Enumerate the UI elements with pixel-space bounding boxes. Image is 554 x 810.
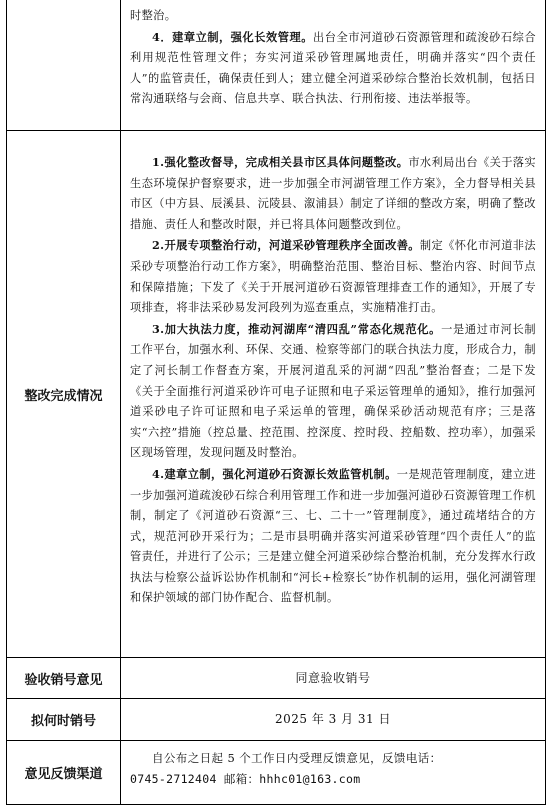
row-value: 同意验收销号 [295,670,371,685]
rectification-table [6,0,546,805]
paragraph [130,235,536,318]
row-label: 拟何时销号 [7,699,121,740]
row-label: 整改完成情况 [7,131,121,657]
paragraph [130,152,536,235]
paragraph-text: 一是通过市河长制工作平台，加强水利、环保、交通、检察等部门的联合执法力度，形成合力，制定了河长制工作督查方案，开展河道乱采的河湖“四乱”整治督查；二是下发《关于全面推行河道采砂许可电子证照和电子采运管理单的通知》，推行加强河道采砂电子许可证照和电子采运单的管理，确保采砂活动规范有序；三是落实“六控”措施（控总量、控范围、控深度、控时段、控船数、控功率），加强采区现场管理，发现问题及时整治。 [130,322,536,460]
paragraph [130,464,536,609]
paragraph-heading: 4.建章立制，强化河道砂石资源长效监管机制。 [152,466,397,481]
table-row-continuation [7,0,545,131]
paragraph-text: 一是规范管理制度，建立进一步加强河道疏浚砂石综合利用管理工作和进一步加强河道砂石资源管理工作机制，制定了《河道砂石资源“三、七、二十一”管理制度》，通过疏堵结合的方式，规范河砂开采行为；二是市县明确并落实河道采砂管理“四个责任人”的监管责任，并进行了公示；三是建立健全河道采砂综合整治机制，充分发挥水行政执法与检察公益诉讼协作机制和“河长+检察长”协作机制的运用，强化河湖管理和保护领域的部门协作配合、监督机制。 [130,467,536,605]
paragraph-heading: 2.开展专项整治行动，河道采砂管理秩序全面改善。 [152,238,420,253]
feedback-contact: 0745-2712404 邮箱：hhhc01@163.com [130,771,361,786]
row-content [121,741,545,804]
paragraph-text: 出台全市河道砂石资源管理和疏浚砂石综合利用规范性管理文件；夯实河道采砂管理属地责任，明确并落实“四个责任人”的监管责任，确保责任到人；建立健全河道采砂综合整治长效机制，包括日常沟通联络与会商、信息共享、联合执法、行刑衔接、违法举报等。 [130,30,536,106]
table-row-rectification-status [7,131,545,658]
row-value: 2025 年 3 月 31 日 [274,712,392,727]
paragraph-text: 制定《怀化市河道非法采砂专项整治行动工作方案》，明确整治范围、整治目标、整治内容、时间节点和保障措施；下发了《关于开展河道砂石资源管理排查工作的通知》，开展了专项排查，将非法采砂易发河段列为巡查重点，实施精准打击。 [130,239,536,315]
paragraph-heading: 3.加大执法力度，推动河湖库“清四乱”常态化规范化。 [152,321,442,336]
paragraph-text: 市水利局出台《关于落实生态环境保护督察要求，进一步加强全市河湖管理工作方案》，全力督导相关县市区（中方县、辰溪县、沅陵县、溆浦县）制定了详细的整改方案，明确了整改措施、责任人和整改时限，并已将具体问题整改到位。 [130,156,536,231]
row-label: 验收销号意见 [7,658,121,698]
paragraph: 时整治。 [130,9,177,22]
feedback-text: 自公布之日起 5 个工作日内受理反馈意见，反馈电话： [152,751,442,765]
row-content [121,131,545,657]
paragraph-heading: 4．建章立制，强化长效管理。 [152,29,314,44]
table-row-acceptance-opinion [7,658,545,699]
table-row-feedback-channel [7,741,545,804]
row-label: 意见反馈渠道 [7,741,121,804]
paragraph-heading: 1.强化整改督导，完成相关县市区具体问题整改。 [152,155,409,169]
table-row-closing-date [7,699,545,741]
row-content [121,0,545,130]
paragraph [130,27,536,110]
paragraph [130,319,536,464]
row-label-empty [7,0,121,130]
